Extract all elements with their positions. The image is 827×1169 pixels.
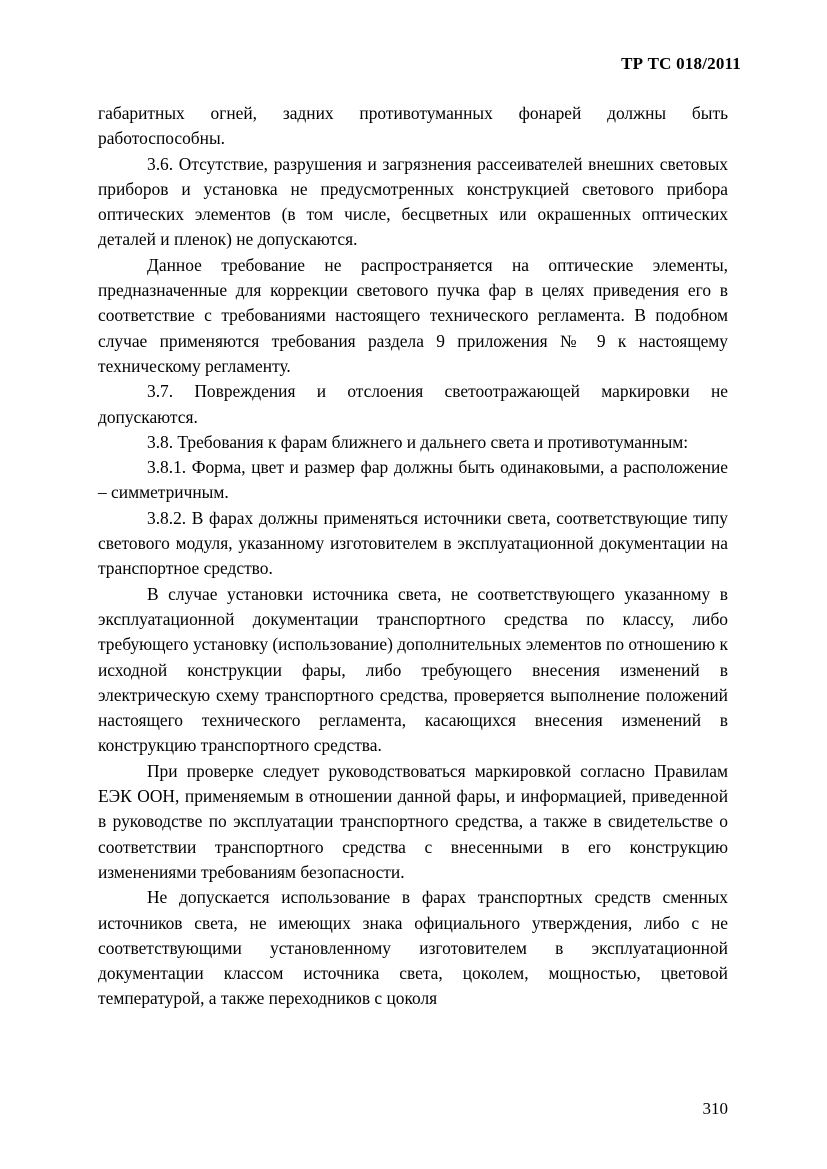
paragraph-light-source-installation: В случае установки источника света, не соответствующего указанному в эксплуатационной документации транспортного средства по классу, либо требующего установку (использование) дополнительных элементов по отношению к исходной конструкции фары, либо требующего внесения изменений в электрическую схему транспортного средства, проверяется выполнение положений настоящего технического регламента, касающихся внесения изменений в конструкцию транспортного средства. <box>98 583 728 756</box>
document-body <box>98 101 728 1012</box>
paragraph-3-8-2: 3.8.2. В фарах должны применяться источники света, соответствующие типу светового модуля, указанному изготовителем в эксплуатационной документации на транспортное средство. <box>98 507 728 579</box>
paragraph-replaceable-sources: Не допускается использование в фарах транспортных средств сменных источников света, не имеющих знака официального утверждения, либо с не соответствующими установленному изготовителем в эксплуатационной документации классом источника света, цоколем, мощностью, цветовой температурой, а также переходников с цоколя <box>98 887 728 1009</box>
paragraph-inspection-marking: При проверке следует руководствоваться маркировкой согласно Правилам ЕЭК ООН, применяемым в отношении данной фары, и информацией, приведенной в руководстве по эксплуатации транспортного средства, а также в свидетельстве о соответствии транспортного средства с внесенными в его конструкцию изменениями требованиям безопасности. <box>98 760 728 882</box>
paragraph-continuation: габаритных огней, задних противотуманных фонарей должны быть работоспособны. <box>98 103 728 149</box>
paragraph-3-6-note: Данное требование не распространяется на оптические элементы, предназначенные для коррекции светового пучка фар в целях приведения его в соответствие с требованиями настоящего технического регламента. В подобном случае применяются требования раздела 9 приложения № 9 к настоящему техническому регламенту. <box>98 254 728 376</box>
paragraph-3-7: 3.7. Повреждения и отслоения светоотражающей маркировки не допускаются. <box>98 381 728 427</box>
paragraph-3-6: 3.6. Отсутствие, разрушения и загрязнения рассеивателей внешних световых приборов и установка не предусмотренных конструкцией светового прибора оптических элементов (в том числе, бесцветных или окрашенных оптических деталей и пленок) не допускаются. <box>98 153 728 250</box>
document-code-header: ТР ТС 018/2011 <box>621 54 741 73</box>
paragraph-3-8-1: 3.8.1. Форма, цвет и размер фар должны быть одинаковыми, а расположение – симметричным. <box>98 457 728 503</box>
paragraph-3-8: 3.8. Требования к фарам ближнего и дальнего света и противотуманным: <box>147 431 689 452</box>
page-number: 310 <box>702 1099 728 1118</box>
